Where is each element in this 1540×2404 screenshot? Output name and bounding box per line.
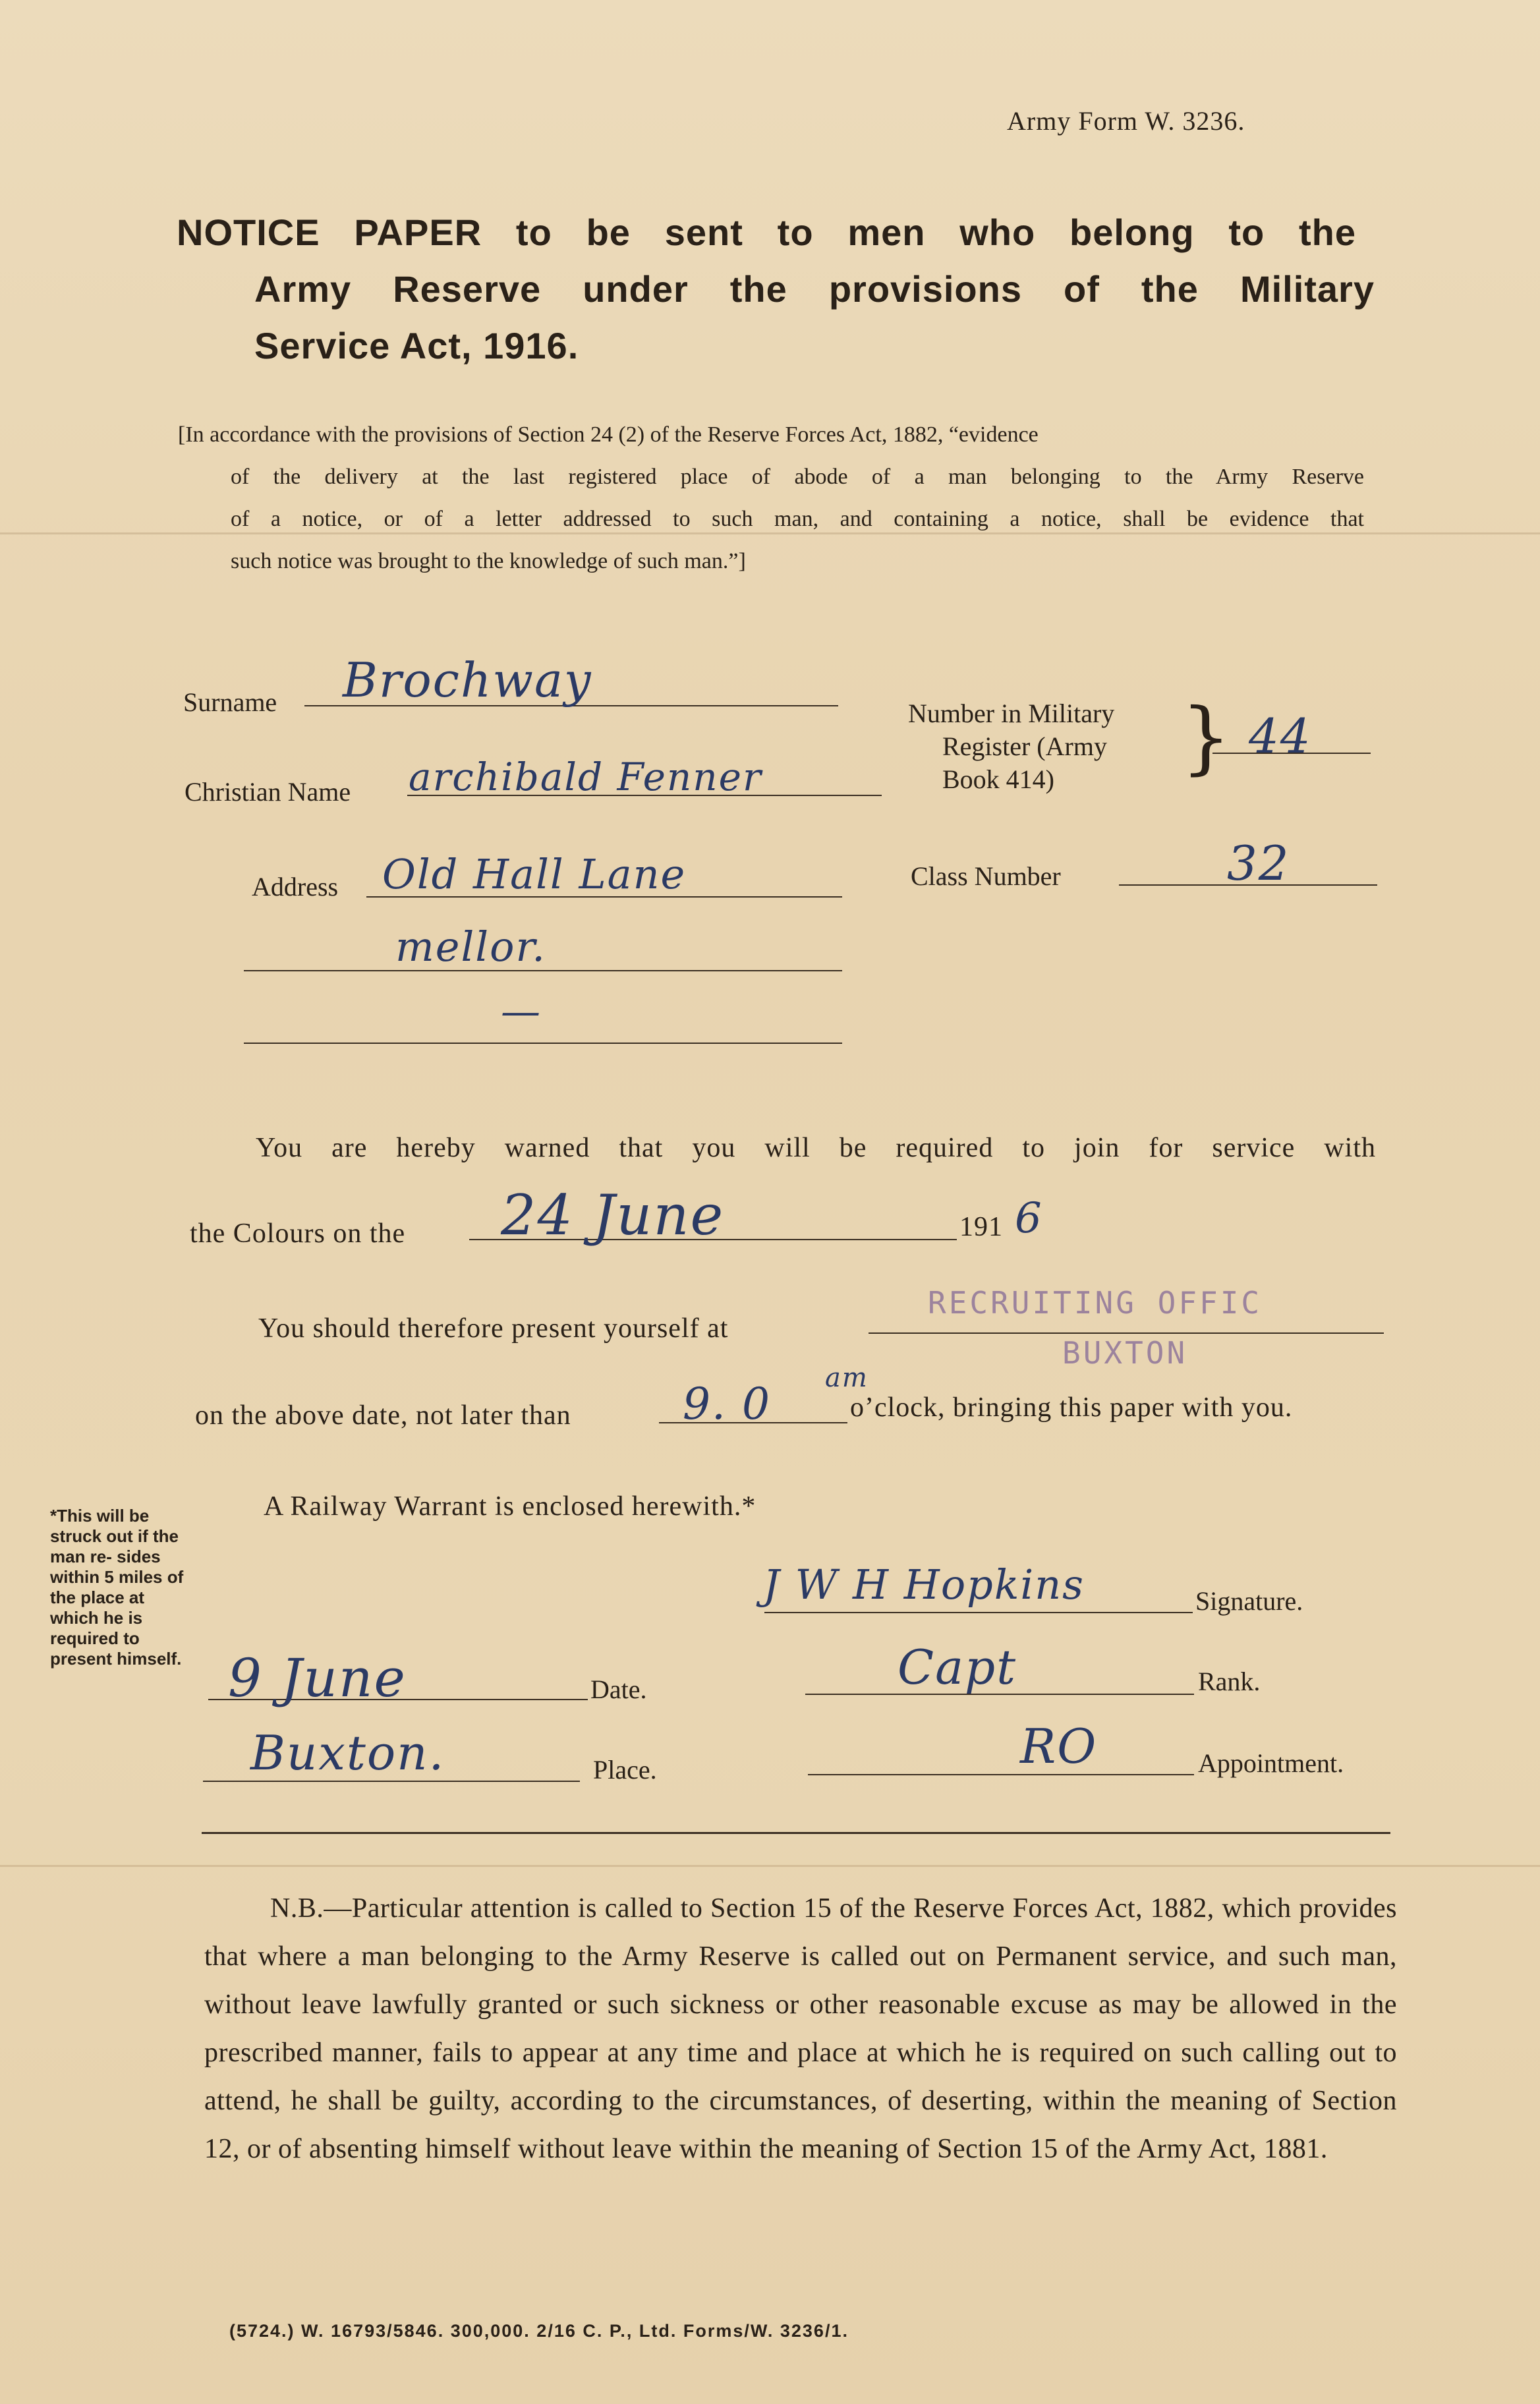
colours-label: the Colours on the (190, 1218, 406, 1249)
fold-line (0, 1865, 1540, 1867)
page-title (177, 204, 1375, 374)
present-label: You should therefore present yourself at (258, 1313, 729, 1344)
surname-value[interactable]: Brochway (343, 652, 592, 708)
quote-line-2: of the delivery at the last registered place of abode of a man belonging to the Army Reserve (231, 465, 1364, 489)
title-line-2: Army Reserve under the provisions of the Military (254, 268, 1375, 310)
form-number: Army Form W. 3236. (1007, 106, 1245, 136)
rank-value[interactable]: Capt (898, 1640, 1017, 1695)
place-line (203, 1781, 580, 1782)
time-label: on the above date, not later than (195, 1400, 571, 1431)
time-suffix: o’clock, bringing this paper with you. (850, 1392, 1293, 1423)
date-value[interactable]: 9 June (228, 1647, 407, 1709)
legal-quote (178, 414, 1364, 583)
appointment-value[interactable]: RO (1020, 1719, 1098, 1774)
date-label: Date. (590, 1674, 647, 1704)
quote-line-1: [In accordance with the provisions of Section 24 (2) of the Reserve Forces Act, 1882, “evidence (178, 422, 1039, 447)
appointment-line (808, 1774, 1194, 1775)
footnote: *This will be struck out if the man re- sides within 5 miles of the place at which he is required to present himself. (50, 1506, 184, 1669)
quote-line-4: such notice was brought to the knowledge of such man.”] (231, 549, 746, 573)
printer-imprint: (5724.) W. 16793/5846. 300,000. 2/16 C. P., Ltd. Forms/W. 3236/1. (229, 2321, 849, 2341)
time-value[interactable]: 9. 0 (683, 1379, 771, 1429)
signature-line (764, 1612, 1193, 1613)
stamp-line-2: BUXTON (1062, 1335, 1188, 1371)
christian-name-label: Christian Name (185, 777, 351, 807)
class-value[interactable]: 32 (1227, 836, 1290, 891)
christian-name-value[interactable]: archibald Fenner (409, 755, 762, 799)
register-label (908, 697, 1114, 796)
signature-value[interactable]: J W H Hopkins (763, 1560, 1085, 1609)
year-prefix: 191 (959, 1212, 1003, 1242)
register-label-line-1: Number in Military (908, 699, 1115, 728)
railway-warrant-text: A Railway Warrant is enclosed herewith.* (264, 1491, 756, 1522)
colours-date-value[interactable]: 24 June (501, 1183, 725, 1247)
nb-paragraph: N.B.—Particular attention is called to Section 15 of the Reserve Forces Act, 1882, which provides that where a man belonging to the Army Reserve is called out on Permanent service, and such man, without leave lawfully granted or such sickness or other reasonable excuse as may be allowed in the prescribed manner, fails to appear at any time and place at which he is required on such calling out to attend, he shall be guilty, according to the circumstances, of deserting, within the meaning of Section 12, or of absenting himself without leave within the meaning of Section 15 of the Army Act, 1881. (204, 1893, 1397, 2164)
place-value[interactable]: Buxton. (250, 1725, 445, 1781)
year-suffix[interactable]: 6 (1015, 1194, 1043, 1243)
title-line-1: NOTICE PAPER to be sent to men who belong to the (177, 212, 1356, 253)
place-label: Place. (593, 1755, 657, 1785)
stamp-line-1: RECRUITING OFFIC (928, 1285, 1263, 1321)
address-value-2[interactable]: mellor. (395, 923, 547, 971)
address-value-1[interactable]: Old Hall Lane (382, 850, 687, 898)
appointment-label: Appointment. (1198, 1748, 1344, 1778)
signature-label: Signature. (1195, 1586, 1303, 1616)
register-value[interactable]: 44 (1249, 708, 1312, 764)
address-value-3[interactable]: — (501, 988, 542, 1035)
class-label: Class Number (911, 861, 1061, 891)
rank-label: Rank. (1198, 1667, 1261, 1696)
title-line-3: Service Act, 1916. (254, 325, 579, 366)
divider (202, 1832, 1390, 1834)
present-line (869, 1332, 1384, 1334)
address-label: Address (252, 872, 339, 902)
time-am[interactable]: am (825, 1363, 869, 1393)
warning-line-1: You are hereby warned that you will be required to join for service with (256, 1133, 1376, 1163)
brace-icon: } (1181, 692, 1232, 784)
quote-line-3: of a notice, or of a letter addressed to such man, and containing a notice, shall be evidence that (231, 507, 1364, 531)
register-label-line-3: Book 414) (942, 764, 1054, 794)
surname-label: Surname (183, 687, 277, 717)
address-line-3 (244, 1043, 842, 1044)
register-label-line-2: Register (Army (942, 731, 1107, 761)
